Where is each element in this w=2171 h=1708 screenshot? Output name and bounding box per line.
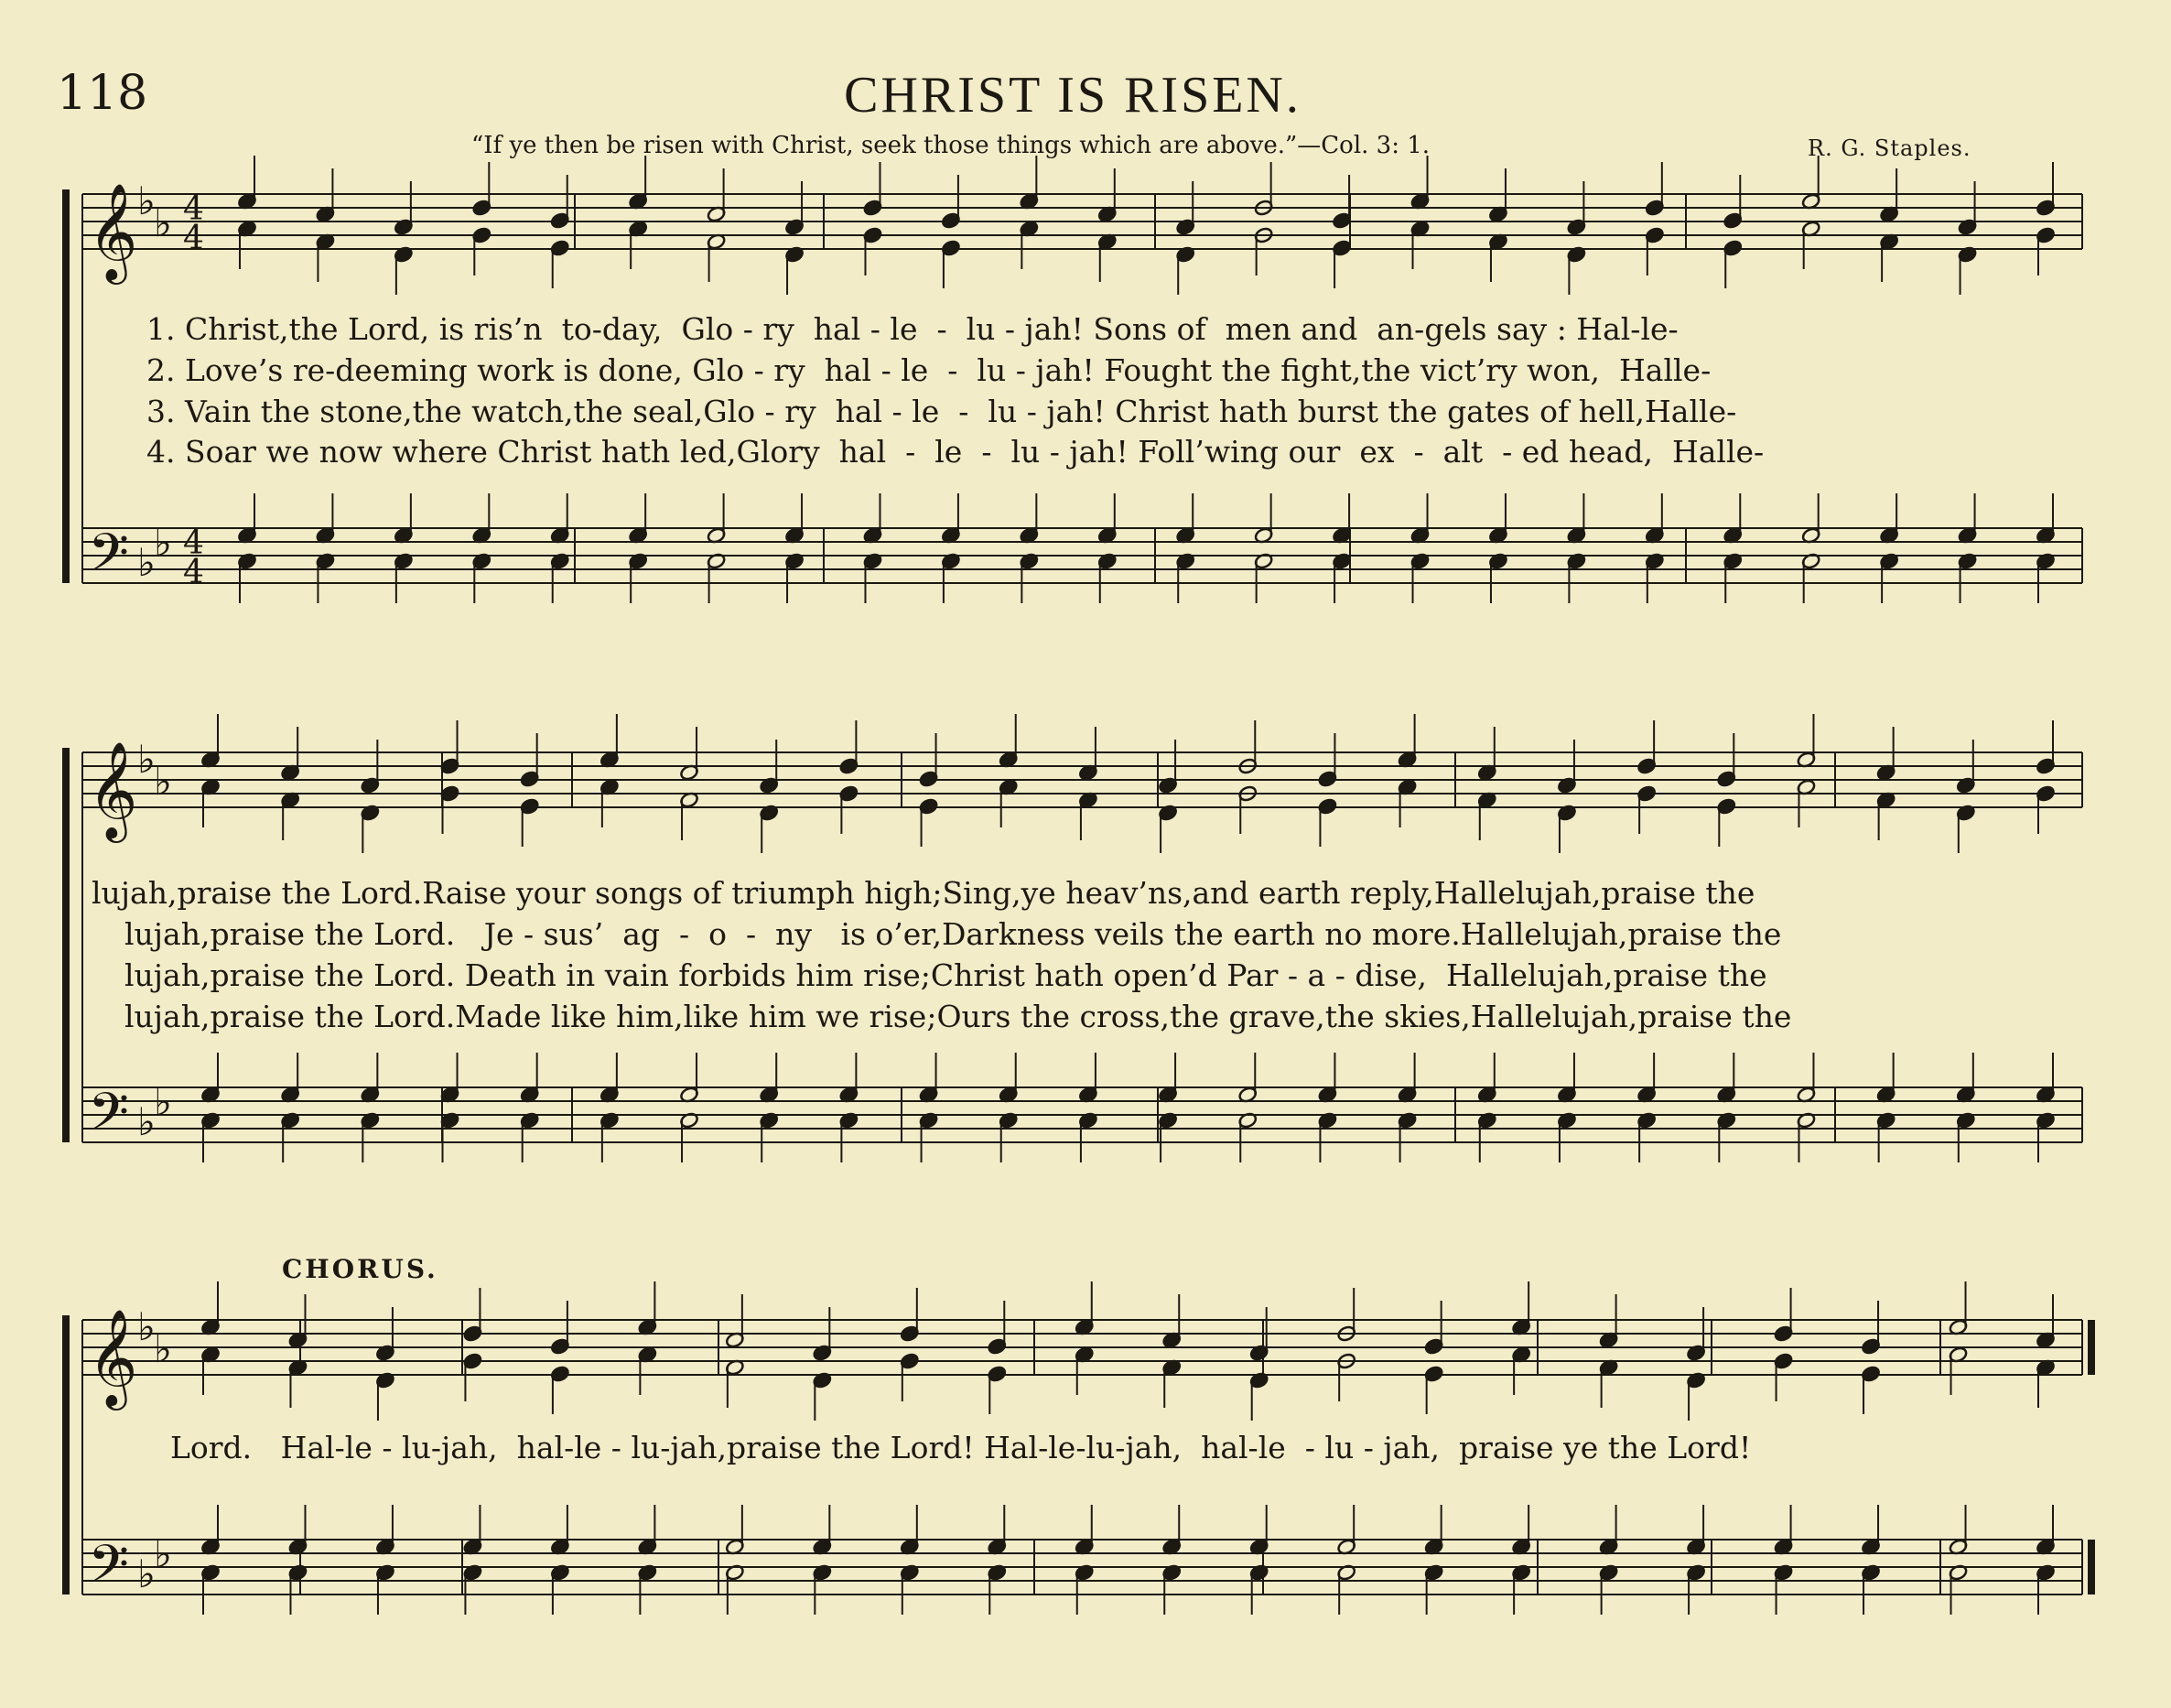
flat-sign-icon: ♭ xyxy=(154,200,172,245)
flat-sign-icon: ♭ xyxy=(154,1531,172,1576)
verse-1-line-2: lujah,praise the Lord.Raise your songs of triumph high;Sing,ye heav’ns,and earth reply,Hallelujah,praise the xyxy=(92,875,1755,911)
time-signature: 4 xyxy=(183,220,204,257)
verse-4-line-2: lujah,praise the Lord.Made like him,like him we rise;Ours the cross,the grave,the skies,Hallelujah,praise the xyxy=(124,999,1792,1034)
final-barline xyxy=(2088,1540,2095,1594)
time-signature: 4 xyxy=(183,524,204,562)
flat-sign-icon: ♭ xyxy=(154,1326,172,1371)
system-bracket xyxy=(62,748,70,1142)
verse-3-line-2: lujah,praise the Lord. Death in vain forbids him rise;Christ hath open’d Par - a - dise, Hallelujah,praise the xyxy=(124,957,1767,993)
treble-clef-icon: 𝄞 xyxy=(88,740,138,838)
bass-clef-icon: 𝄢 xyxy=(88,522,130,597)
flat-sign-icon: ♭ xyxy=(137,737,156,782)
system-bracket xyxy=(62,1315,70,1594)
verse-3-line-1: 3. Vain the stone,the watch,the seal,Glo - ry hal - le - lu - jah! Christ hath burst the gates of hell,Halle- xyxy=(146,394,1737,429)
verse-4-line-1: 4. Soar we now where Christ hath led,Glory hal - le - lu - jah! Foll’wing our ex - alt - ed head, Halle- xyxy=(146,434,1765,470)
system-bracket xyxy=(62,189,70,583)
bass-clef-icon: 𝄢 xyxy=(88,1081,130,1156)
hymn-title: CHRIST IS RISEN. xyxy=(844,67,1302,124)
flat-sign-icon: ♭ xyxy=(137,540,156,585)
bass-clef-icon: 𝄢 xyxy=(88,1533,130,1608)
flat-sign-icon: ♭ xyxy=(154,759,172,804)
flat-sign-icon: ♭ xyxy=(137,178,156,223)
flat-sign-icon: ♭ xyxy=(154,520,172,565)
verse-2-line-1: 2. Love’s re-deeming work is done, Glo - ry hal - le - lu - jah! Fought the fight,the vict’ry won, Halle- xyxy=(146,352,1712,388)
flat-sign-icon: ♭ xyxy=(137,1304,156,1349)
composer-credit: R. G. Staples. xyxy=(1808,135,1971,161)
flat-sign-icon: ♭ xyxy=(154,1079,172,1124)
page-number: 118 xyxy=(57,66,148,121)
chorus-heading: CHORUS. xyxy=(282,1254,438,1284)
verse-1-line-1: 1. Christ,the Lord, is ris’n to-day, Glo - ry hal - le - lu - jah! Sons of men and an-gels say : Hal-le- xyxy=(146,311,1679,347)
chorus-lyric: Lord. Hal-le - lu-jah, hal-le - lu-jah,praise the Lord! Hal-le-lu-jah, hal-le - lu - jah, praise ye the Lord! xyxy=(170,1430,1752,1465)
treble-clef-icon: 𝄞 xyxy=(88,182,138,280)
time-signature: 4 xyxy=(183,554,204,591)
time-signature: 4 xyxy=(183,190,204,228)
flat-sign-icon: ♭ xyxy=(137,1099,156,1144)
scripture-epigraph: “If ye then be risen with Christ, seek those things which are above.”—Col. 3: 1. xyxy=(471,132,1431,159)
final-barline xyxy=(2088,1320,2095,1375)
flat-sign-icon: ♭ xyxy=(137,1551,156,1596)
treble-clef-icon: 𝄞 xyxy=(88,1308,138,1406)
verse-2-line-2: lujah,praise the Lord. Je - sus’ ag - o - ny is o’er,Darkness veils the earth no more.Hallelujah,praise the xyxy=(124,916,1782,952)
